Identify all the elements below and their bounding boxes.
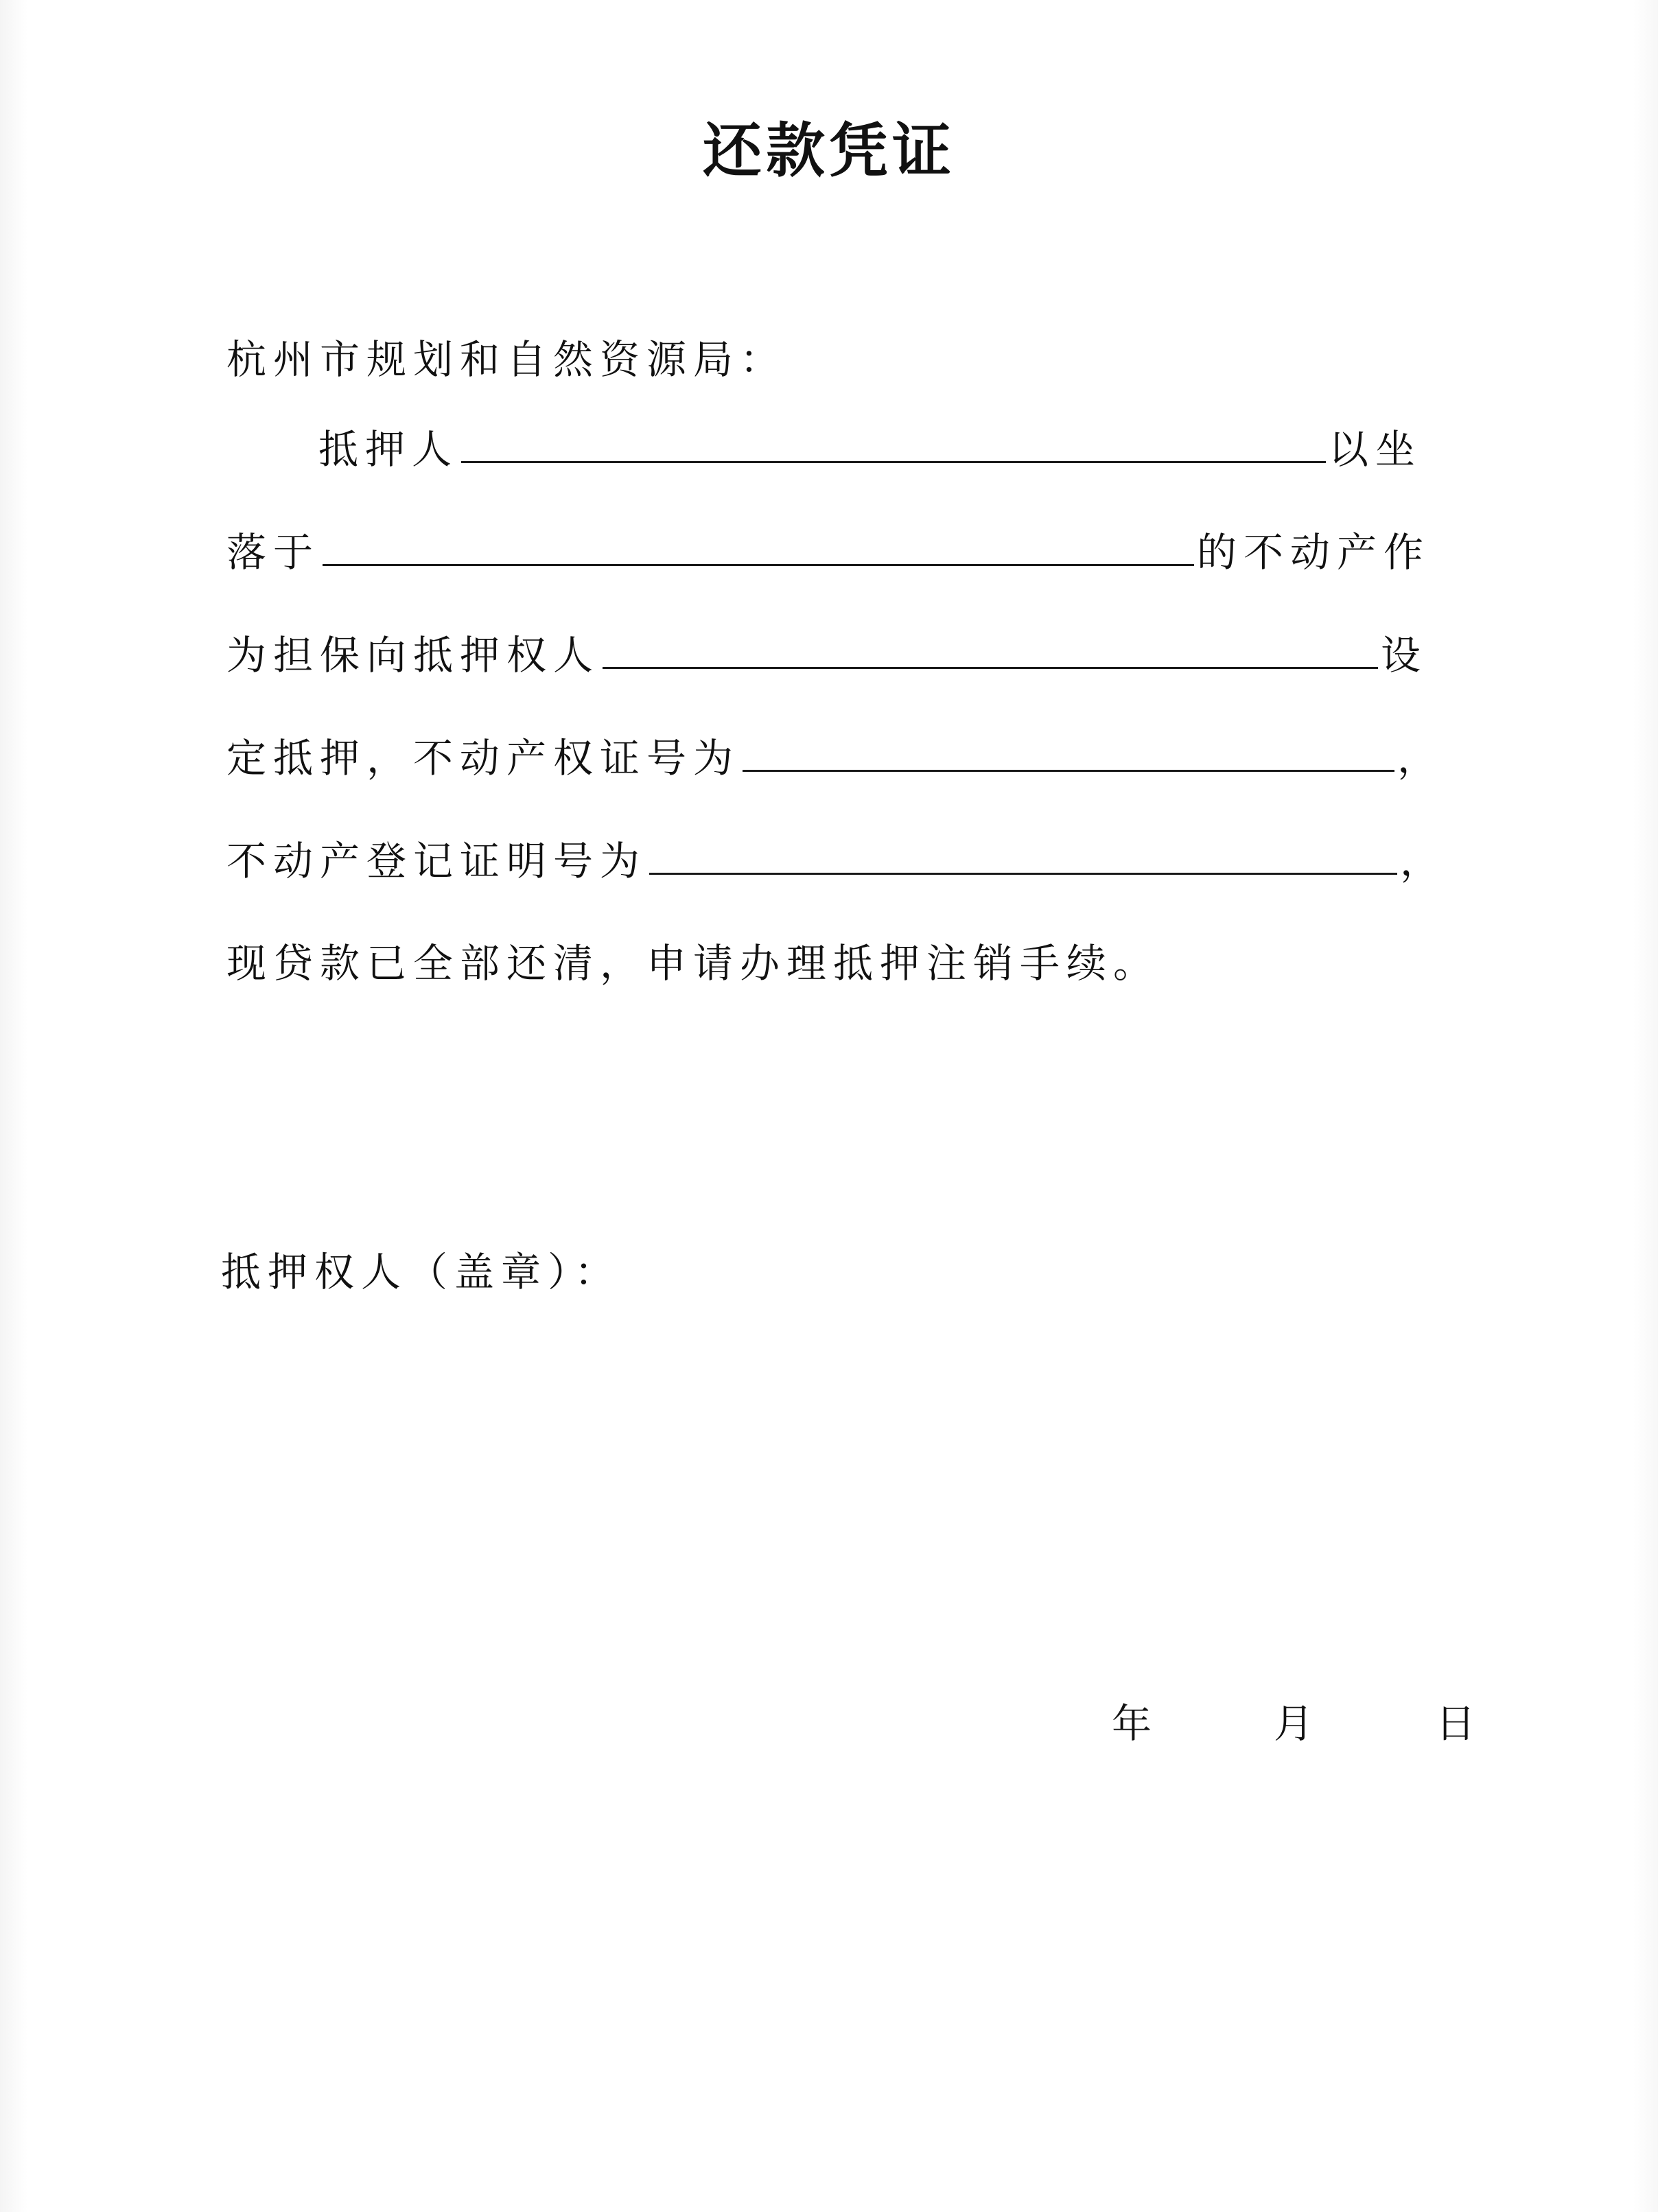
date-day-label: 日 <box>1436 1700 1476 1747</box>
body-line-1 <box>318 421 1422 477</box>
body-line-4 <box>226 730 1444 786</box>
body-line-2 <box>226 524 1430 580</box>
body-line-6: 现贷款已全部还清，申请办理抵押注销手续。 <box>226 940 1160 987</box>
document-title: 还款凭证 <box>703 117 955 185</box>
body-line-5-suffix: ， <box>1400 838 1447 884</box>
property-certificate-number-blank[interactable] <box>743 730 1394 772</box>
body-line-4-prefix: 定抵押，不动产权证号为 <box>226 735 740 781</box>
date-month-label: 月 <box>1274 1700 1314 1747</box>
body-line-3-prefix: 为担保向抵押权人 <box>226 632 600 679</box>
mortgagee-seal-label: 抵押权人（盖章）： <box>221 1249 622 1295</box>
body-line-3 <box>226 627 1427 683</box>
date-line <box>1112 1696 1475 1751</box>
registration-certificate-number-blank[interactable] <box>649 833 1397 875</box>
date-year-label: 年 <box>1112 1700 1152 1747</box>
addressee: 杭州市规划和自然资源局： <box>226 336 787 383</box>
body-line-1-prefix: 抵押人 <box>318 426 459 473</box>
body-line-2-suffix: 的不动产作 <box>1197 529 1431 576</box>
body-line-4-suffix: ， <box>1397 735 1445 781</box>
mortgagee-blank[interactable] <box>603 627 1378 669</box>
body-line-3-suffix: 设 <box>1381 632 1428 679</box>
body-line-5 <box>226 833 1447 889</box>
property-location-blank[interactable] <box>323 524 1194 566</box>
mortgagor-blank[interactable] <box>461 421 1326 463</box>
body-line-5-prefix: 不动产登记证明号为 <box>226 838 647 884</box>
body-line-2-prefix: 落于 <box>226 529 320 576</box>
body-line-1-suffix: 以坐 <box>1329 426 1423 473</box>
